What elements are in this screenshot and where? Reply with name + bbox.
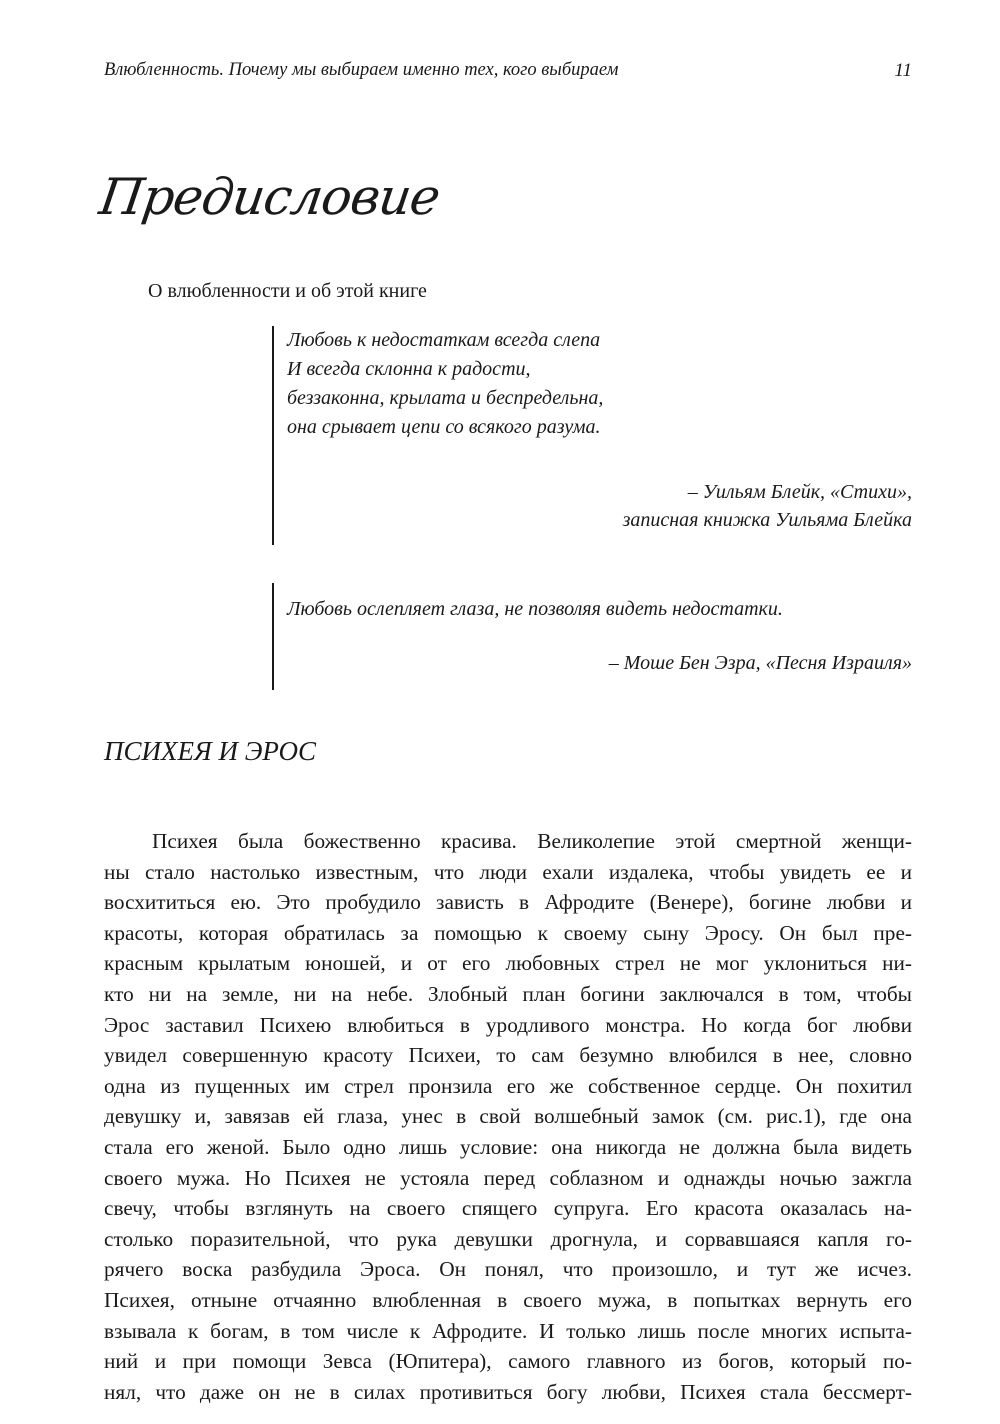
body-line: кто ни на земле, ни на небе. Злобный план богини заключался в том, чтобы [104, 981, 912, 1006]
page-number: 11 [894, 60, 912, 81]
body-line: девушку и, завязав ей глаза, унес в свой волшебный замок (см. рис.1), где она [104, 1104, 912, 1129]
quote-line: И всегда склонна к радости, [287, 358, 531, 380]
body-line: стала его женой. Было одно лишь условие: она никогда не должна была видеть [104, 1134, 912, 1159]
running-header: Влюбленность. Почему мы выбираем именно тех, кого выбираем [104, 60, 619, 80]
body-line: Психея, отныне отчаянно влюбленная в своего мужа, в попытках вернуть его [104, 1287, 912, 1312]
quote-line: Любовь к недостаткам всегда слепа [287, 329, 601, 351]
body-line: Психея была божественно красива. Великолепие этой смертной женщи- [152, 829, 912, 853]
body-line: рячего воска разбудила Эроса. Он понял, что произошло, и тут же исчез. [104, 1257, 912, 1282]
quote-line: она срывает цепи со всякого разума. [287, 416, 601, 438]
body-line: своего мужа. Но Психея не устояла перед соблазном и однажды ночью зажгла [104, 1165, 912, 1190]
chapter-title: Предисловие [95, 168, 444, 226]
body-line: ний и при помощи Зевса (Юпитера), самого главного из богов, который по- [104, 1349, 912, 1374]
body-line: одна из пущенных им стрел пронзила его же собственное сердце. Он похитил [104, 1073, 912, 1098]
chapter-subtitle: О влюбленности и об этой книге [148, 280, 427, 302]
body-line: свечу, чтобы взглянуть на своего спящего супруга. Его красота оказалась на- [104, 1196, 912, 1221]
body-line: ны стало настолько известным, что люди ехали издалека, чтобы увидеть ее и [104, 859, 912, 884]
epigraph-quote-1 [272, 326, 912, 545]
body-line: красным крылатым юношей, и от его любовных стрел не мог уклониться ни- [104, 951, 912, 976]
body-line: взывала к богам, в том числе к Афродите. И только лишь после многих испыта- [104, 1318, 912, 1343]
body-line: Эрос заставил Психею влюбиться в уродливого монстра. Но когда бог любви [104, 1012, 912, 1037]
quote-line: беззаконна, крылата и беспредельна, [287, 387, 604, 409]
epigraph-quote-2 [272, 583, 912, 690]
quote-line: Любовь ослепляет глаза, не позволяя видеть недостатки. [287, 598, 783, 620]
body-line: восхититься ею. Это пробудило зависть в Афродите (Венере), богине любви и [104, 890, 912, 915]
body-line: нял, что даже он не в силах противиться богу любви, Психея стала бессмерт- [104, 1379, 912, 1404]
body-line: столько поразительной, что рука девушки дрогнула, и сорвавшаяся капля го- [104, 1226, 912, 1251]
body-text [104, 826, 912, 1407]
quote-attribution: записная книжка Уильяма Блейка [622, 509, 912, 531]
quote-attribution: – Уильям Блейк, «Стихи», [687, 481, 912, 503]
section-heading: ПСИХЕЯ И ЭРОС [104, 736, 317, 766]
body-line: увидел совершенную красоту Психеи, то сам безумно влюбился в нее, словно [104, 1043, 912, 1068]
body-line: красоты, которая обратилась за помощью к своему сыну Эросу. Он был пре- [104, 920, 912, 945]
quote-attribution: – Моше Бен Эзра, «Песня Израиля» [608, 652, 912, 674]
